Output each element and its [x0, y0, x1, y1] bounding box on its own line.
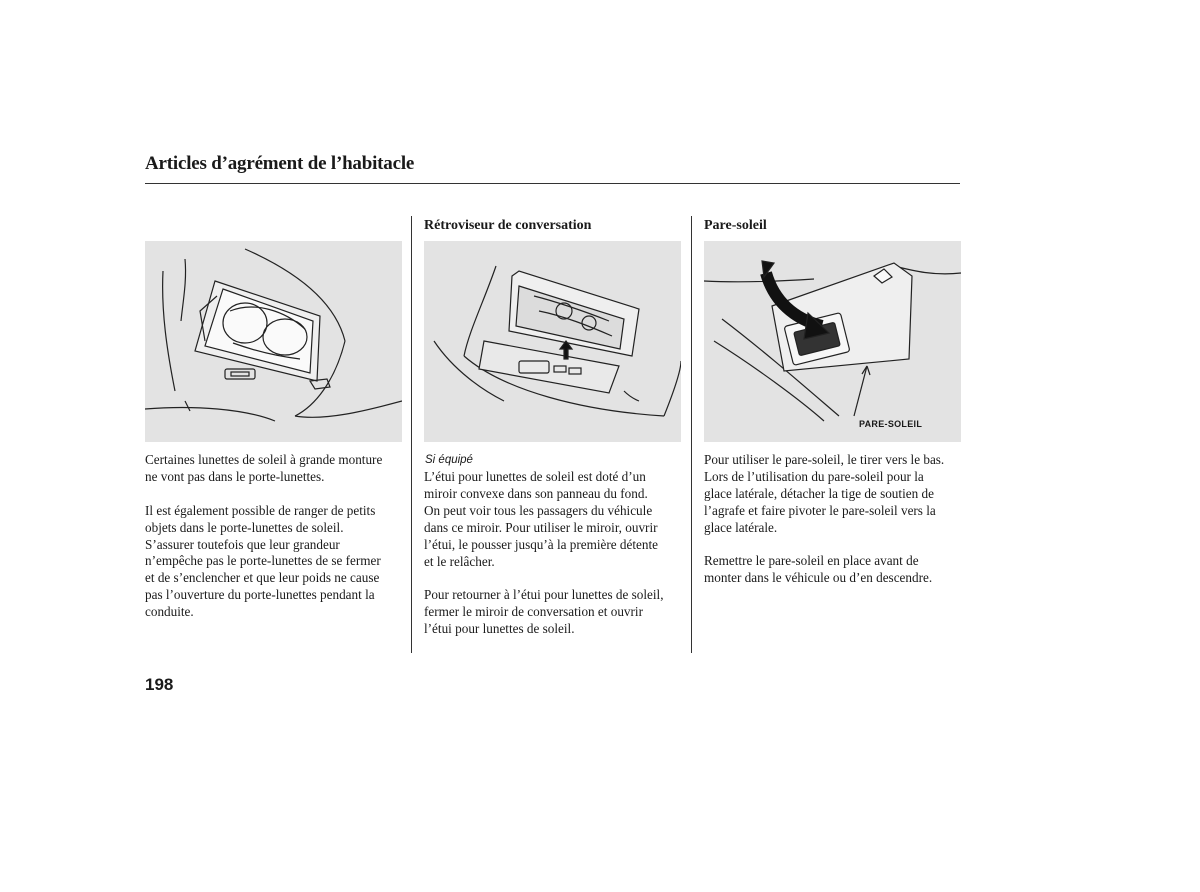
- text-line: Pour utiliser le pare-soleil, le tirer vers le bas.: [704, 452, 945, 467]
- sun-visor-callout-label: PARE-SOLEIL: [859, 419, 923, 429]
- title-rule: [145, 183, 960, 184]
- text-line: n’empêche pas le porte-lunettes de se fermer: [145, 553, 381, 569]
- text-line: et de s’enclencher et que leur poids ne cause: [145, 570, 380, 586]
- text-line: et le relâcher.: [424, 553, 495, 569]
- equipped-note: Si équipé: [425, 454, 473, 466]
- text-line: ne vont pas dans le porte-lunettes.: [145, 468, 325, 484]
- column1-paragraph-2: [145, 503, 382, 621]
- conversation-mirror-illustration: [424, 241, 681, 442]
- text-line: l’étui pour lunettes de soleil.: [424, 621, 575, 637]
- text-line: dans ce miroir. Pour utiliser le miroir, ouvrir: [424, 519, 658, 535]
- text-line: glace latérale.: [704, 519, 778, 535]
- sun-visor-illustration: [704, 241, 961, 442]
- column3-text: [704, 452, 944, 604]
- text-line: L’étui pour lunettes de soleil est doté d’un: [424, 469, 646, 484]
- column1-paragraph-1: [145, 452, 382, 486]
- column-divider-right: [691, 216, 692, 653]
- column3-paragraph-2: [704, 553, 944, 587]
- text-line: objets dans le porte-lunettes de soleil.: [145, 519, 344, 535]
- sunglasses-holder-illustration: [145, 241, 402, 442]
- text-line: Pour retourner à l’étui pour lunettes de soleil,: [424, 587, 664, 603]
- text-line: Il est également possible de ranger de petits: [145, 502, 376, 518]
- text-line: Lors de l’utilisation du pare-soleil pour la: [704, 468, 924, 484]
- column3-paragraph-1: [704, 452, 944, 537]
- text-line: miroir convexe dans son panneau du fond.: [424, 485, 648, 501]
- text-line: l’étui, le pousser jusqu’à la première détente: [424, 536, 658, 552]
- text-line: Remettre le pare-soleil en place avant de: [704, 553, 919, 569]
- heading-conversation-mirror: Rétroviseur de conversation: [424, 218, 592, 233]
- column1-text: [145, 452, 382, 638]
- text-line: S’assurer toutefois que leur grandeur: [145, 536, 340, 552]
- text-line: monter dans le véhicule ou d’en descendre.: [704, 570, 933, 586]
- heading-sun-visor: Pare-soleil: [704, 218, 767, 233]
- text-line: glace latérale, détacher la tige de soutien de: [704, 485, 934, 501]
- column2-paragraph-1: [424, 469, 664, 570]
- text-line: l’agrafe et faire pivoter le pare-soleil vers la: [704, 502, 936, 518]
- page-title: Articles d’agrément de l’habitacle: [145, 153, 415, 174]
- text-line: On peut voir tous les passagers du véhicule: [424, 502, 653, 518]
- text-line: Certaines lunettes de soleil à grande monture: [145, 452, 383, 467]
- column2-paragraph-2: [424, 587, 664, 638]
- column-divider-left: [411, 216, 412, 653]
- text-line: fermer le miroir de conversation et ouvrir: [424, 604, 643, 620]
- text-line: conduite.: [145, 604, 194, 620]
- page-number: 198: [145, 675, 174, 694]
- text-line: pas l’ouverture du porte-lunettes pendant la: [145, 587, 375, 603]
- column2-text: [424, 469, 664, 655]
